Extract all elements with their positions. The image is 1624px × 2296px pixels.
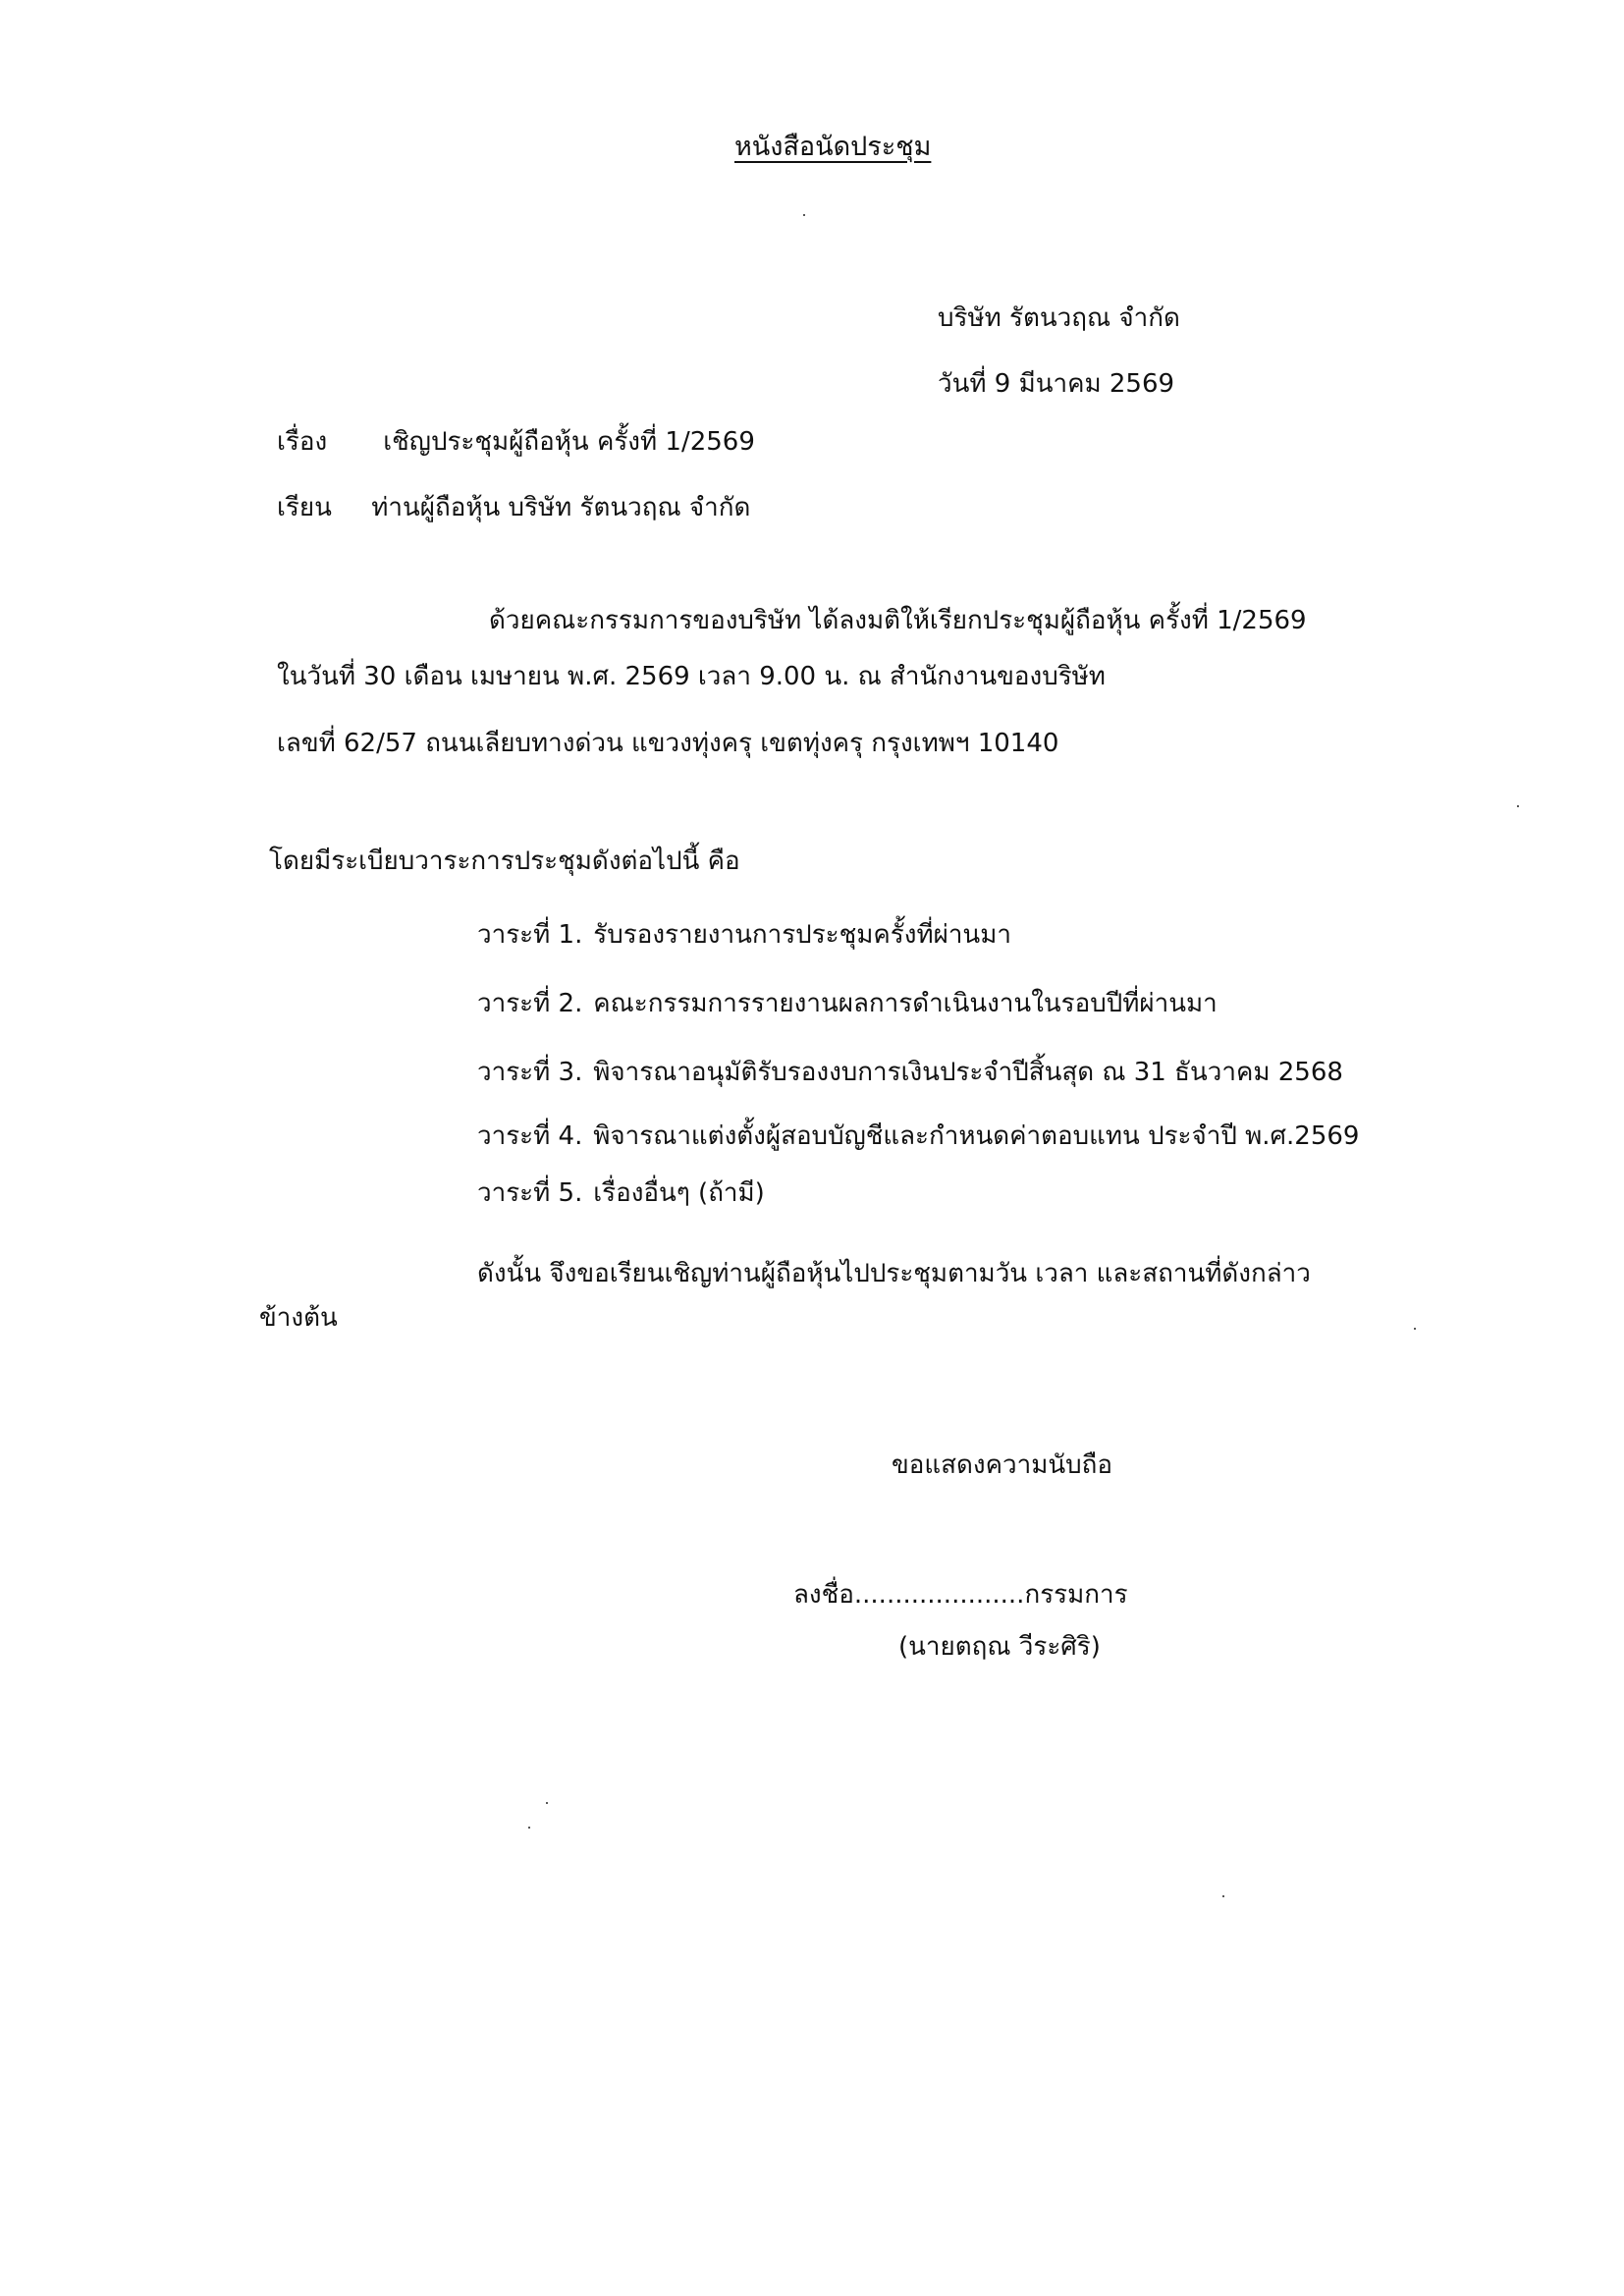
body-line-2: ในวันที่ 30 เดือน เมษายน พ.ศ. 2569 เวลา 9.00 น. ณ สำนักงานของบริษัท <box>277 662 1106 691</box>
agenda-item-label: วาระที่ 5. <box>477 1178 583 1208</box>
subject-text: เชิญประชุมผู้ถือหุ้น ครั้งที่ 1/2569 <box>383 427 755 457</box>
regards: ขอแสดงความนับถือ <box>892 1450 1112 1480</box>
scan-speck <box>546 1802 548 1804</box>
agenda-intro: โดยมีระเบียบวาระการประชุมดังต่อไปนี้ คือ <box>269 847 740 876</box>
closing-line-2: ข้างต้น <box>259 1303 338 1333</box>
signature-line: ลงชื่อ.....................กรรมการ <box>793 1580 1128 1610</box>
agenda-item-text: พิจารณาแต่งตั้งผู้สอบบัญชีและกำหนดค่าตอบแทน ประจำปี พ.ศ.2569 <box>593 1121 1360 1151</box>
scan-speck <box>803 214 805 216</box>
agenda-item-label: วาระที่ 4. <box>477 1121 583 1151</box>
subject-label: เรื่อง <box>277 427 328 457</box>
closing-line-1: ดังนั้น จึงขอเรียนเชิญท่านผู้ถือหุ้นไปประชุมตามวัน เวลา และสถานที่ดังกล่าว <box>477 1259 1311 1288</box>
recipient-label: เรียน <box>277 493 332 522</box>
agenda-item-text: เรื่องอื่นๆ (ถ้ามี) <box>593 1178 765 1208</box>
agenda-item-label: วาระที่ 1. <box>477 920 583 950</box>
recipient-text: ท่านผู้ถือหุ้น บริษัท รัตนวฤณ จำกัด <box>371 493 751 522</box>
scan-speck <box>1517 805 1519 807</box>
scan-speck <box>1222 1895 1224 1897</box>
signatory-name: (นายตฤณ วีระศิริ) <box>898 1632 1101 1662</box>
agenda-item-3 <box>477 1056 1343 1089</box>
body-line-1: ด้วยคณะกรรมการของบริษัท ได้ลงมติให้เรียกประชุมผู้ถือหุ้น ครั้งที่ 1/2569 <box>489 606 1307 635</box>
agenda-item-5 <box>477 1176 765 1210</box>
recipient-line <box>277 491 750 524</box>
agenda-item-2 <box>477 987 1218 1020</box>
agenda-item-1 <box>477 918 1011 952</box>
agenda-item-text: รับรองรายงานการประชุมครั้งที่ผ่านมา <box>593 920 1011 950</box>
scan-speck <box>528 1827 530 1829</box>
agenda-item-text: พิจารณาอนุมัติรับรองงบการเงินประจำปีสิ้นสุด ณ 31 ธันวาคม 2568 <box>593 1058 1343 1087</box>
agenda-item-label: วาระที่ 2. <box>477 989 583 1018</box>
company-name: บริษัท รัตนวฤณ จำกัด <box>938 303 1180 333</box>
body-line-3: เลขที่ 62/57 ถนนเลียบทางด่วน แขวงทุ่งครุ เขตทุ่งครุ กรุงเทพฯ 10140 <box>277 729 1059 758</box>
agenda-item-text: คณะกรรมการรายงานผลการดำเนินงานในรอบปีที่ผ่านมา <box>593 989 1218 1018</box>
letter-date: วันที่ 9 มีนาคม 2569 <box>938 369 1175 399</box>
document-title: หนังสือนัดประชุม <box>734 132 932 162</box>
agenda-item-4 <box>477 1120 1359 1153</box>
subject-line <box>277 425 755 459</box>
agenda-item-label: วาระที่ 3. <box>477 1058 583 1087</box>
scan-speck <box>1414 1328 1416 1330</box>
